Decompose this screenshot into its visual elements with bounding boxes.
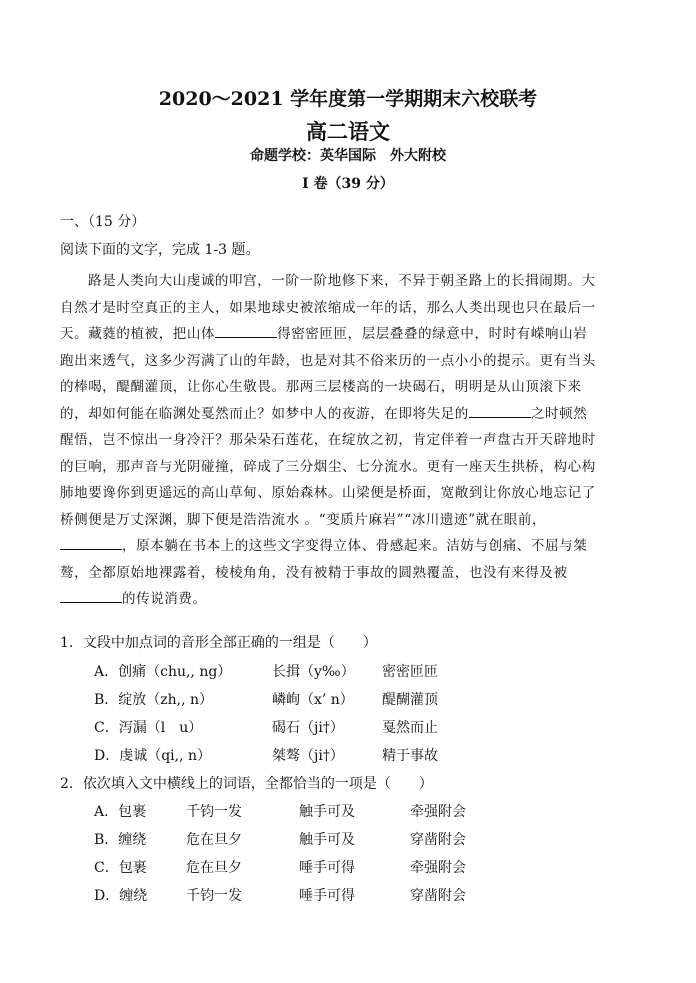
option-word: C．泻漏（l u） <box>94 720 203 736</box>
volume-line: I 卷（39 分） <box>302 176 394 192</box>
option-word: 唾手可得 <box>299 888 355 904</box>
fill-blank <box>60 588 122 603</box>
option-word: 危在旦夕 <box>186 860 242 876</box>
passage-line: 醒悟，岂不惊出一身冷汗？那朵朵石莲花，在绽放之初，肯定伴着一声盘古开天辟地时 <box>60 432 596 448</box>
passage-line: 肺地要谗你到更遥远的高山草甸、原始森林。山梁便是桥面，宽敞到让你放心地忘记了 <box>60 485 596 501</box>
passage-text: ，原本躺在书本上的这些文字变得立体、骨感起来。洁妨与创痛、不屈与桀 <box>122 538 588 554</box>
option-word: 密密匝匝 <box>382 664 438 680</box>
passage-text: 得密密匝匝，层层叠叠的绿意中，时时有嵘响山岩 <box>277 326 588 342</box>
option-word: 长揖（y‰） <box>272 664 355 680</box>
option-word: 醍醐灌顶 <box>382 692 438 708</box>
option-word: C．包裹 <box>94 860 147 876</box>
option-word: 嶙峋（x’ n） <box>272 692 354 708</box>
option-word: B．缠绕 <box>94 832 147 848</box>
passage-text: 之时顿然 <box>530 405 588 422</box>
fill-blank <box>469 403 531 418</box>
option-word: 精于事故 <box>382 748 438 764</box>
option-word: 穿凿附会 <box>410 832 466 848</box>
passage-line <box>60 401 640 428</box>
fill-blank <box>215 323 277 338</box>
option-word: B．绽放（zh,, n） <box>94 692 214 708</box>
option-word: 牵强附会 <box>410 804 466 820</box>
option-word: 碣石（ji†） <box>272 720 344 736</box>
school-line: 命题学校：英华国际 外大附校 <box>250 148 446 164</box>
option-word: 戛然而止 <box>382 720 438 736</box>
fill-blank <box>60 535 122 550</box>
option-word: D．缠绕 <box>94 888 148 904</box>
passage-line: 的巨响，那声音与光阴碰撞，碎成了三分烟尘、七分流水。更有一座天生拱桥，构心构 <box>60 458 596 475</box>
passage-text: 的，却如何能在临渊处戛然而止？如梦中人的夜游，在即将失足的 <box>60 405 469 422</box>
option-word: 桀骜（ji†） <box>272 748 344 764</box>
passage-text: 天。藏蕤的植被，把山体 <box>60 326 216 342</box>
question-2-stem: 2．依次填入文中横线上的词语，全都恰当的一项是（ ） <box>60 776 433 792</box>
passage-line: 桥侧便是万丈深渊，脚下便是浩浩流水 。“变质片麻岩”“冰川遗迹”就在眼前， <box>60 511 547 528</box>
question-1-stem: 1．文段中加点词的音形全部正确的一组是（ ） <box>60 635 377 651</box>
option-word: A．创痛（chu,, ng） <box>94 664 232 680</box>
passage-line: 路是人类向大山虔诚的叩宫，一阶一阶地修下来，不异于朝圣路上的长揖闹期。大 <box>88 273 596 289</box>
passage-line: 的棒喝，醍醐灌顶，让你心生敬畏。那两三层楼高的一块碣石，明明是从山顶滚下来 <box>60 379 582 395</box>
section-instruction: 阅读下面的文字，完成 1-3 题。 <box>60 242 260 258</box>
passage-line <box>60 586 640 613</box>
option-word: 千钧一发 <box>186 804 242 820</box>
option-word: 唾手可得 <box>299 860 355 876</box>
section-heading: 一、（15 分） <box>60 214 146 230</box>
subject-title: 高二语文 <box>306 119 390 144</box>
passage-line: 自然才是时空真正的主人，如果地球史被浓缩成一年的话，那么人类出现也只在最后一 <box>60 299 596 316</box>
passage-line <box>60 321 640 348</box>
exam-title: 2020～2021 学年度第一学期期末六校联考 <box>158 88 538 110</box>
option-word: 牵强附会 <box>410 860 466 876</box>
option-word: 穿凿附会 <box>410 888 466 904</box>
option-word: 千钧一发 <box>186 888 242 904</box>
option-word: D．虔诚（qi,, n） <box>94 748 212 764</box>
option-word: 触手可及 <box>299 804 355 820</box>
passage-text: 的传说消费。 <box>122 591 207 607</box>
passage-line: 骜，全都原始地裸露着，棱棱角角，没有被精于事故的圆熟覆盖，也没有来得及被 <box>60 564 568 581</box>
passage-line: 跑出来透气，这多少泻满了山的年龄，也是对其不俗来历的一点小小的提示。更有当头 <box>60 352 596 369</box>
option-word: A．包裹 <box>94 804 147 820</box>
reading-passage <box>60 268 640 613</box>
option-word: 危在旦夕 <box>186 832 242 848</box>
option-word: 触手可及 <box>299 832 355 848</box>
passage-line <box>60 533 640 560</box>
